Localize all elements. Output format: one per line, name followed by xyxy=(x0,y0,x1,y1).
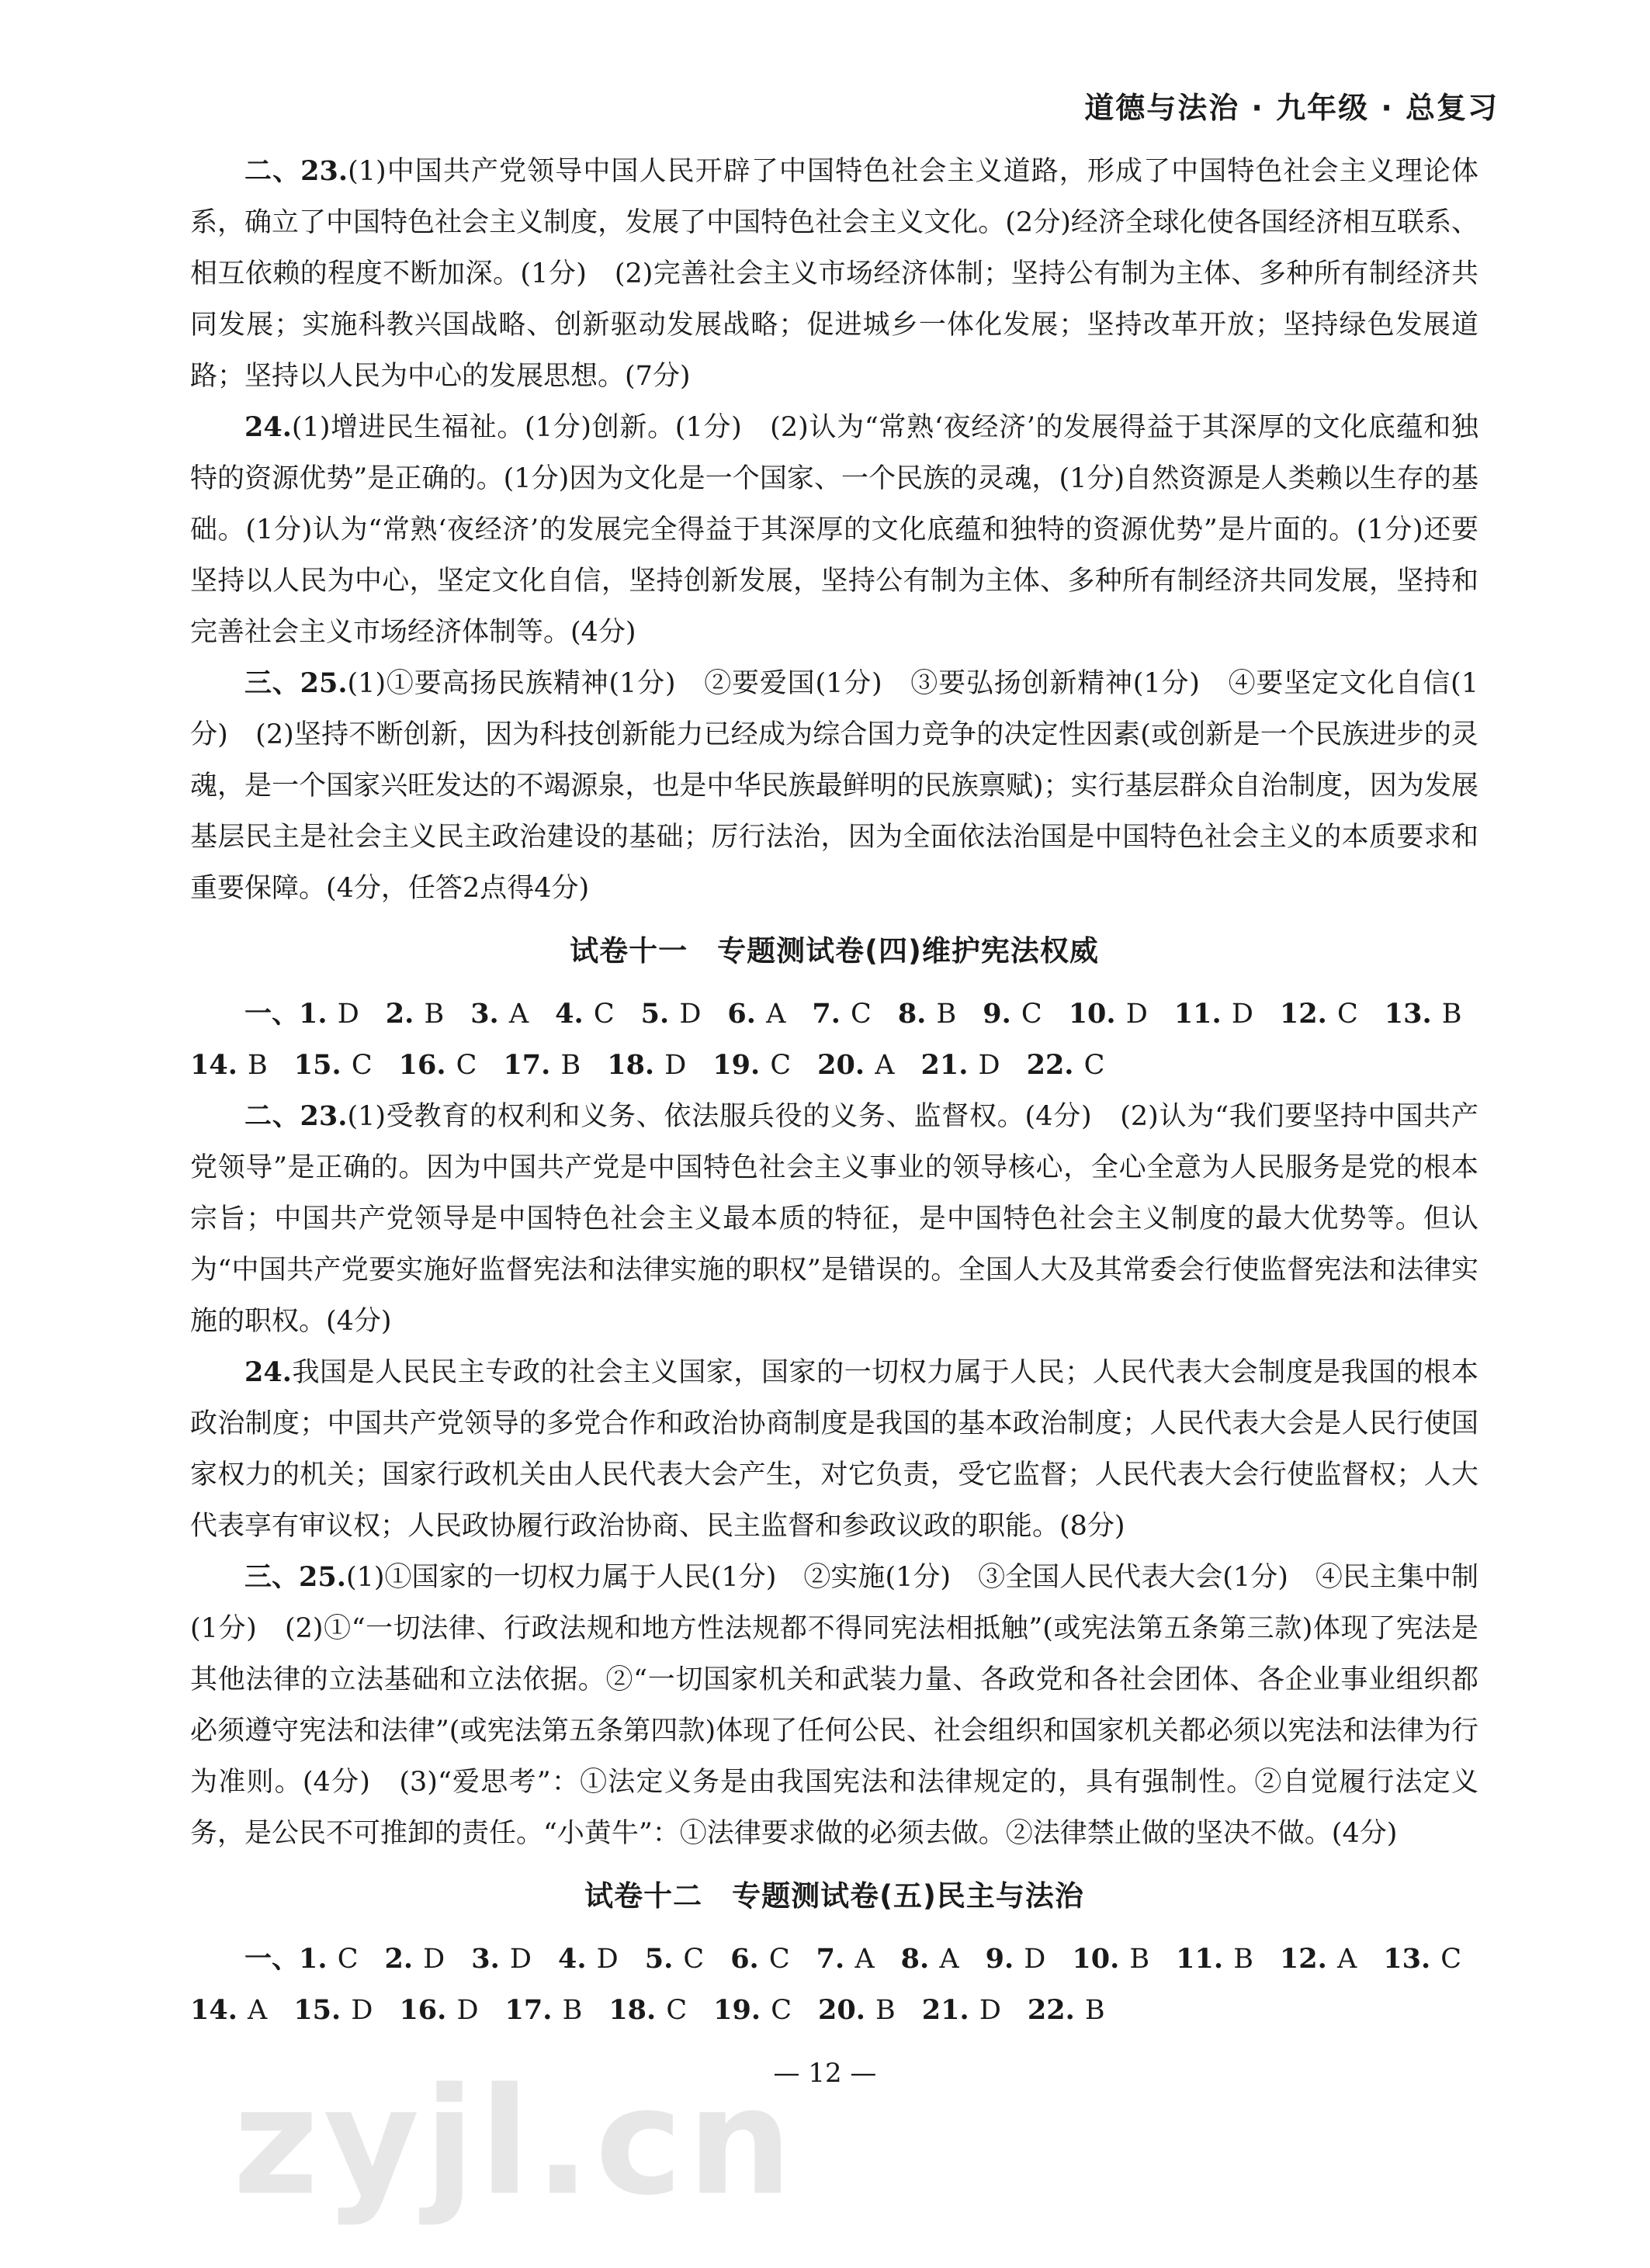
answer-number: 7. xyxy=(816,1943,845,1975)
answer-number: 19. xyxy=(712,1049,761,1081)
answer-choice: B xyxy=(1233,1944,1253,1975)
answer-number: 20. xyxy=(817,1049,865,1081)
page-number: — 12 — xyxy=(773,2058,877,2089)
answer-paragraph xyxy=(190,1091,1478,1347)
section-lead: 一、 xyxy=(244,998,300,1030)
answer-item xyxy=(1174,989,1253,1040)
section-lead: 一、 xyxy=(244,1943,300,1975)
answer-item xyxy=(1028,1985,1105,2036)
answer-number: 1. xyxy=(299,1943,328,1975)
answer-choice: C xyxy=(666,1995,688,2026)
answer-number: 22. xyxy=(1026,1049,1074,1081)
answer-row xyxy=(190,1934,1478,1985)
answer-number: 5. xyxy=(640,998,670,1030)
answer-number: 11. xyxy=(1176,1943,1224,1975)
answer-choice: B xyxy=(562,1995,583,2026)
answer-number: 6. xyxy=(727,998,756,1030)
answer-choice: C xyxy=(683,1944,705,1975)
multiple-choice-answers xyxy=(190,989,1478,1091)
question-number: 三、25. xyxy=(244,1561,346,1593)
answer-item xyxy=(294,1040,373,1091)
answer-item xyxy=(608,1985,687,2036)
answer-number: 4. xyxy=(557,1943,587,1975)
answer-choice: C xyxy=(770,1050,792,1081)
answer-choice: D xyxy=(1024,1944,1046,1975)
answer-choice: B xyxy=(248,1050,268,1081)
answer-choice: D xyxy=(456,1995,479,2026)
answer-text: 我国是人民民主专政的社会主义国家，国家的一切权力属于人民；人民代表大会制度是我国的根本政治制度；中国共产党领导的多党合作和政治协商制度是我国的基本政治制度；人民代表大会是人民行使国家权力的机关；国家行政机关由人民代表大会产生，对它负责，受它监督；人民代表大会行使监督权；人大代表享有审议权；人民政协履行政治协商、民主监督和参政议政的职能。(8分) xyxy=(190,1357,1478,1542)
question-number: 二、23. xyxy=(244,1100,348,1132)
answer-choice: D xyxy=(679,999,702,1030)
answer-number: 7. xyxy=(812,998,841,1030)
answer-number: 16. xyxy=(399,1994,447,2026)
answer-paragraph xyxy=(190,146,1478,402)
answer-content xyxy=(190,146,1478,2036)
answer-item xyxy=(816,1934,875,1985)
answer-number: 12. xyxy=(1279,1943,1327,1975)
answer-item xyxy=(901,1934,959,1985)
answer-item xyxy=(505,1985,583,2036)
answer-number: 15. xyxy=(293,1994,341,2026)
answer-number: 21. xyxy=(920,1049,969,1081)
answer-choice: C xyxy=(1440,1944,1462,1975)
answer-number: 17. xyxy=(503,1049,551,1081)
multiple-choice-answers xyxy=(190,1934,1478,2036)
answer-choice: B xyxy=(1129,1944,1150,1975)
answer-item xyxy=(818,1985,896,2036)
answer-choice: C xyxy=(1336,999,1358,1030)
answer-number: 12. xyxy=(1279,998,1327,1030)
answer-choice: A xyxy=(875,1050,895,1081)
answer-item xyxy=(1176,1934,1253,1985)
answer-number: 9. xyxy=(985,1943,1014,1975)
answer-text: (1)中国共产党领导中国人民开辟了中国特色社会主义道路，形成了中国特色社会主义理论体系，确立了中国特色社会主义制度，发展了中国特色社会主义文化。(2分)经济全球化使各国经济相互联系、相互依赖的程度不断加深。(1分) (2)完善社会主义市场经济体制；坚持公有制为主体、多种所有制经济共同发展；实施科教兴国战略、创新驱动发展战略；促进城乡一体化发展；坚持改革开放；坚持绿色发展道路；坚持以人民为中心的发展思想。(7分) xyxy=(190,156,1478,392)
answer-item xyxy=(713,1985,792,2036)
running-header: 道德与法治 · 九年级 · 总复习 xyxy=(1084,91,1499,125)
answer-paragraph xyxy=(190,658,1478,914)
answer-number: 8. xyxy=(897,998,927,1030)
answer-choice: A xyxy=(508,999,529,1030)
answer-item xyxy=(299,1934,358,1985)
answer-choice: C xyxy=(1083,1050,1105,1081)
answer-choice: B xyxy=(424,999,445,1030)
answer-paragraph xyxy=(190,402,1478,658)
answer-text: (1)增进民生福祉。(1分)创新。(1分) (2)认为“常熟‘夜经济’的发展得益于其深厚的文化底蕴和独特的资源优势”是正确的。(1分)因为文化是一个国家、一个民族的灵魂，(1分)自然资源是人类赖以生存的基础。(1分)认为“常熟‘夜经济’的发展完全得益于其深厚的文化底蕴和独特的资源优势”是片面的。(1分)还要坚持以人民为中心，坚定文化自信，坚持创新发展，坚持公有制为主体、多种所有制经济共同发展，坚持和完善社会主义市场经济体制等。(4分) xyxy=(190,412,1478,648)
answer-number: 21. xyxy=(921,1994,969,2026)
answer-number: 20. xyxy=(817,1994,865,2026)
question-number: 二、23. xyxy=(244,155,348,187)
answer-text: (1)①要高扬民族精神(1分) ②要爱国(1分) ③要弘扬创新精神(1分) ④要坚定文化自信(1分) (2)坚持不断创新，因为科技创新能力已经成为综合国力竞争的决定性因素(或创新是一个民族进步的灵魂，是一个国家兴旺发达的不竭源泉，也是中华民族最鲜明的民族禀赋)；实行基层群众自治制度，因为发展基层民主是社会主义民主政治建设的基础；厉行法治，因为全面依法治国是中国特色社会主义的本质要求和重要保障。(4分，任答2点得4分) xyxy=(190,668,1478,904)
answer-number: 5. xyxy=(644,1943,674,1975)
answer-item xyxy=(384,1934,445,1985)
question-number: 24. xyxy=(244,411,292,443)
answer-row xyxy=(190,1040,1478,1091)
question-number: 24. xyxy=(244,1356,292,1388)
answer-choice: D xyxy=(423,1944,445,1975)
answer-choice: B xyxy=(875,1995,896,2026)
answer-item xyxy=(1072,1934,1149,1985)
answer-number: 6. xyxy=(730,1943,759,1975)
answer-item xyxy=(503,1040,581,1091)
answer-number: 1. xyxy=(299,998,328,1030)
answer-item xyxy=(898,989,956,1040)
answer-choice: D xyxy=(979,1995,1001,2026)
answer-item xyxy=(1280,989,1358,1040)
question-number: 三、25. xyxy=(244,667,348,699)
answer-item xyxy=(399,1040,477,1091)
answer-item xyxy=(1069,989,1148,1040)
answer-choice: C xyxy=(851,999,872,1030)
answer-item xyxy=(607,1040,686,1091)
answer-number: 3. xyxy=(471,1943,500,1975)
answer-item xyxy=(817,1040,894,1091)
answer-number: 9. xyxy=(983,998,1011,1030)
answer-item xyxy=(386,989,444,1040)
answer-item xyxy=(293,1985,373,2036)
answer-number: 3. xyxy=(470,998,499,1030)
answer-choice: A xyxy=(939,1944,959,1975)
answer-choice: D xyxy=(337,999,359,1030)
answer-row xyxy=(190,989,1478,1040)
answer-number: 19. xyxy=(713,1994,761,2026)
answer-item xyxy=(641,989,702,1040)
answer-number: 2. xyxy=(384,1943,414,1975)
answer-number: 4. xyxy=(555,998,584,1030)
watermark-logo: zyjl.cn xyxy=(233,2056,797,2228)
answer-choice: C xyxy=(771,1995,792,2026)
answer-choice: B xyxy=(1441,999,1462,1030)
answer-choice: B xyxy=(1084,1995,1105,2026)
answer-number: 17. xyxy=(504,1994,553,2026)
answer-paragraph xyxy=(190,1552,1478,1859)
answer-item xyxy=(727,989,785,1040)
answer-choice: A xyxy=(766,999,786,1030)
answer-choice: C xyxy=(351,1050,373,1081)
answer-item xyxy=(471,1934,532,1985)
answer-choice: C xyxy=(768,1944,790,1975)
answer-choice: A xyxy=(248,1995,268,2026)
answer-number: 2. xyxy=(385,998,414,1030)
answer-choice: D xyxy=(1231,999,1253,1030)
answer-item xyxy=(986,1934,1046,1985)
answer-number: 13. xyxy=(1384,998,1432,1030)
answer-choice: B xyxy=(936,999,957,1030)
answer-item xyxy=(812,989,871,1040)
answer-choice: C xyxy=(593,999,615,1030)
answer-number: 10. xyxy=(1068,998,1116,1030)
answer-choice: D xyxy=(596,1944,619,1975)
answer-item xyxy=(1027,1040,1105,1091)
answer-number: 18. xyxy=(607,1049,655,1081)
answer-number: 15. xyxy=(293,1049,341,1081)
answer-item xyxy=(730,1934,789,1985)
answer-number: 14. xyxy=(190,1994,237,2026)
answer-item xyxy=(190,1985,267,2036)
answer-choice: A xyxy=(1336,1944,1357,1975)
answer-item xyxy=(1383,1934,1461,1985)
answer-choice: D xyxy=(664,1050,687,1081)
answer-item xyxy=(920,1040,1000,1091)
answer-choice: D xyxy=(351,1995,373,2026)
section-title: 试卷十二 专题测试卷(五)民主与法治 xyxy=(584,1879,1084,1913)
answer-text: (1)①国家的一切权力属于人民(1分) ②实施(1分) ③全国人民代表大会(1分) ④民主集中制(1分) (2)①“一切法律、行政法规和地方性法规都不得同宪法相抵触”(或宪法第五条第三款)体现了宪法是其他法律的立法基础和立法依据。②“一切国家机关和武装力量、各政党和各社会团体、各企业事业组织都必须遵守宪法和法律”(或宪法第五条第四款)体现了任何公民、社会组织和国家机关都必须以宪法和法律为行为准则。(4分) (3)“爱思考”：①法定义务是由我国宪法和法律规定的，具有强制性。②自觉履行法定义务，是公民不可推卸的责任。“小黄牛”：①法律要求做的必须去做。②法律禁止做的坚决不做。(4分) xyxy=(190,1562,1478,1849)
answer-number: 16. xyxy=(398,1049,446,1081)
answer-number: 18. xyxy=(608,1994,657,2026)
answer-choice: C xyxy=(337,1944,359,1975)
answer-number: 10. xyxy=(1072,1943,1120,1975)
answer-choice: B xyxy=(560,1050,581,1081)
answer-number: 11. xyxy=(1173,998,1222,1030)
answer-number: 13. xyxy=(1383,1943,1431,1975)
answer-item xyxy=(299,989,359,1040)
answer-item xyxy=(470,989,529,1040)
answer-item xyxy=(922,1985,1001,2036)
answer-item xyxy=(190,1040,268,1091)
answer-choice: D xyxy=(1125,999,1148,1030)
answer-item xyxy=(1280,1934,1357,1985)
answer-item xyxy=(399,1985,478,2036)
answer-choice: A xyxy=(854,1944,875,1975)
answer-number: 14. xyxy=(190,1049,237,1081)
answer-paragraph xyxy=(190,1347,1478,1552)
answer-item xyxy=(1385,989,1462,1040)
answer-item xyxy=(712,1040,791,1091)
answer-choice: D xyxy=(978,1050,1000,1081)
answer-choice: C xyxy=(456,1050,477,1081)
answer-item xyxy=(558,1934,619,1985)
answer-number: 8. xyxy=(900,1943,930,1975)
answer-item xyxy=(983,989,1042,1040)
answer-text: (1)受教育的权利和义务、依法服兵役的义务、监督权。(4分) (2)认为“我们要坚持中国共产党领导”是正确的。因为中国共产党是中国特色社会主义事业的领导核心，全心全意为人民服务是党的根本宗旨；中国共产党领导是中国特色社会主义最本质的特征，是中国特色社会主义制度的最大优势等。但认为“中国共产党要实施好监督宪法和法律实施的职权”是错误的。全国人大及其常委会行使监督宪法和法律实施的职权。(4分) xyxy=(190,1101,1478,1337)
answer-row xyxy=(190,1985,1478,2036)
answer-number: 22. xyxy=(1027,1994,1075,2026)
section-title: 试卷十一 专题测试卷(四)维护宪法权威 xyxy=(570,934,1099,968)
answer-choice: D xyxy=(509,1944,532,1975)
answer-item xyxy=(645,1934,704,1985)
answer-item xyxy=(555,989,614,1040)
answer-choice: C xyxy=(1021,999,1042,1030)
